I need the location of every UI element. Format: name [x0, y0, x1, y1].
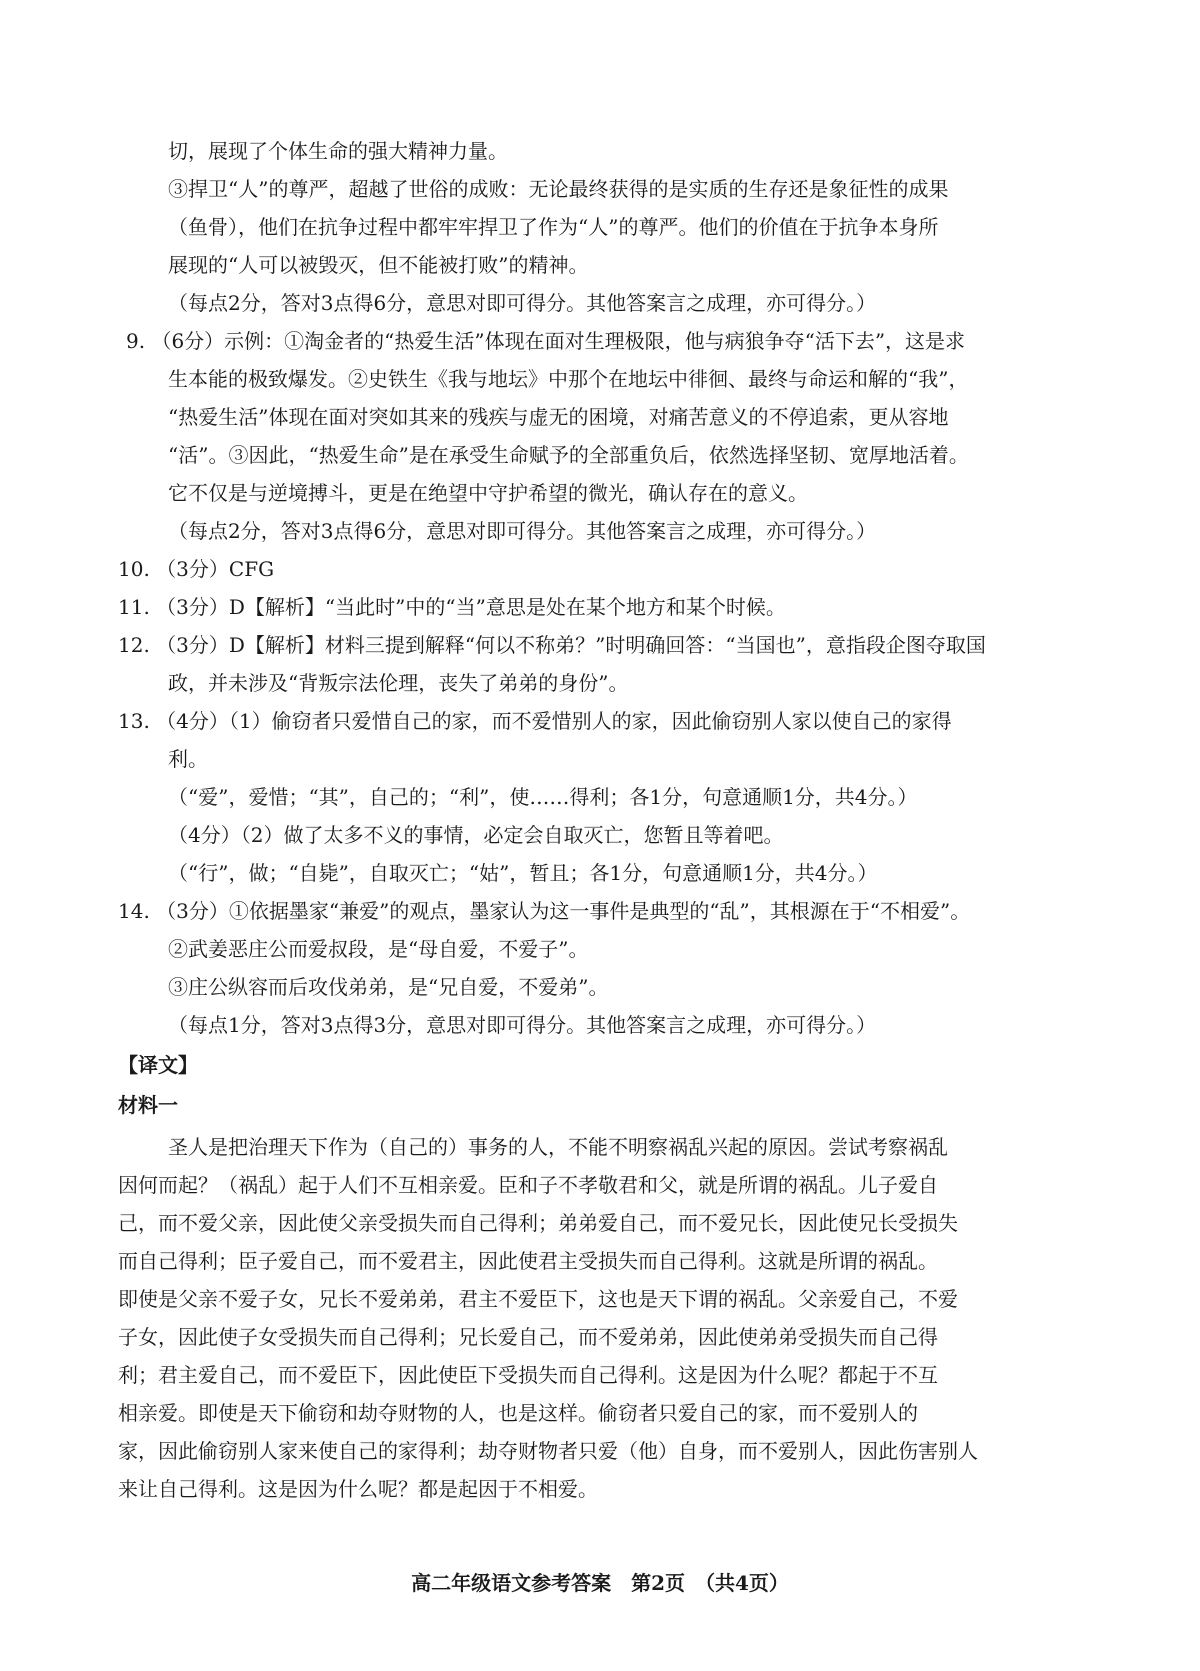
page-footer: 高二年级语文参考答案 第2页 （共4页） — [411, 1571, 789, 1595]
translation-line: 圣人是把治理天下作为（自己的）事务的人，不能不明察祸乱兴起的原因。尝试考察祸乱 — [168, 1135, 948, 1159]
text-line: （4分）（2）做了太多不义的事情，必定会自取灭亡，您暂且等着吧。 — [168, 823, 784, 847]
translation-line: 家，因此偷窃别人家来使自己的家得利；劫夺财物者只爱（他）自身，而不爱别人，因此伤害别人 — [118, 1439, 978, 1463]
question-11-answer: 11. （3分）D【解析】“当此时”中的“当”意思是处在某个地方和某个时候。 — [118, 595, 786, 619]
scoring-note: （“行”，做；“自毙”，自取灭亡；“姑”，暂且；各1分，句意通顺1分，共4分。） — [168, 861, 878, 885]
translation-line: 即使是父亲不爱子女，兄长不爱弟弟，君主不爱臣下，这也是天下谓的祸乱。父亲爱自己，不爱 — [118, 1287, 958, 1311]
translation-line: 因何而起？（祸乱）起于人们不互相亲爱。臣和子不孝敬君和父，就是所谓的祸乱。儿子爱自 — [118, 1173, 938, 1197]
text-line: 生本能的极致爆发。②史铁生《我与地坛》中那个在地坛中徘徊、最终与命运和解的“我”， — [168, 367, 969, 391]
scoring-note: （每点2分，答对3点得6分，意思对即可得分。其他答案言之成理，亦可得分。） — [168, 519, 877, 543]
scoring-note: （每点1分，答对3点得3分，意思对即可得分。其他答案言之成理，亦可得分。） — [168, 1013, 877, 1037]
translation-line: 相亲爱。即使是天下偷窃和劫夺财物的人，也是这样。偷窃者只爱自己的家，而不爱别人的 — [118, 1401, 918, 1425]
scoring-note: （每点2分，答对3点得6分，意思对即可得分。其他答案言之成理，亦可得分。） — [168, 291, 877, 315]
text-line: 利。 — [168, 747, 208, 771]
text-line: （鱼骨），他们在抗争过程中都牢牢捍卫了作为“人”的尊严。他们的价值在于抗争本身所 — [168, 215, 939, 239]
text-line: 它不仅是与逆境搏斗，更是在绝望中守护希望的微光，确认存在的意义。 — [168, 481, 808, 505]
scoring-note: （“爱”，爱惜；“其”，自己的；“利”，使……得利；各1分，句意通顺1分，共4分。） — [168, 785, 918, 809]
translation-line: 利；君主爱自己，而不爱臣下，因此使臣下受损失而自己得利。这是因为什么呢？都起于不互 — [118, 1363, 938, 1387]
material-one-heading: 材料一 — [118, 1093, 178, 1117]
translation-line: 来让自己得利。这是因为什么呢？都是起因于不相爱。 — [118, 1477, 598, 1501]
text-line: 切，展现了个体生命的强大精神力量。 — [168, 139, 508, 163]
question-13-answer: 13. （4分）（1）偷窃者只爱惜自己的家，而不爱惜别人的家，因此偷窃别人家以使自己的家得 — [118, 709, 952, 733]
text-line: ③捍卫“人”的尊严，超越了世俗的成败：无论最终获得的是实质的生存还是象征性的成果 — [168, 177, 949, 201]
translation-line: 而自己得利；臣子爱自己，而不爱君主，因此使君主受损失而自己得利。这就是所谓的祸乱。 — [118, 1249, 938, 1273]
text-line: 展现的“人可以被毁灭，但不能被打败”的精神。 — [168, 253, 589, 277]
text-line: 政，并未涉及“背叛宗法伦理，丧失了弟弟的身份”。 — [168, 671, 629, 695]
question-10-answer: 10. （3分）CFG — [118, 557, 275, 581]
translation-line: 子女，因此使子女受损失而自己得利；兄长爱自己，而不爱弟弟，因此使弟弟受损失而自己得 — [118, 1325, 938, 1349]
text-line: “活”。③因此，“热爱生命”是在承受生命赋予的全部重负后，依然选择坚韧、宽厚地活着。 — [168, 443, 969, 467]
translation-line: 己，而不爱父亲，因此使父亲受损失而自己得利；弟弟爱自己，而不爱兄长，因此使兄长受损失 — [118, 1211, 958, 1235]
text-line: ③庄公纵容而后攻伐弟弟，是“兄自爱，不爱弟”。 — [168, 975, 609, 999]
question-9-answer: 9. （6分）示例：①淘金者的“热爱生活”体现在面对生理极限，他与病狼争夺“活下去”，这是求 — [126, 329, 966, 353]
text-line: ②武姜恶庄公而爱叔段，是“母自爱，不爱子”。 — [168, 937, 589, 961]
translation-heading: 【译文】 — [118, 1053, 198, 1077]
question-14-answer: 14. （3分）①依据墨家“兼爱”的观点，墨家认为这一事件是典型的“乱”，其根源在于“不相爱”。 — [118, 899, 971, 923]
question-12-answer: 12. （3分）D【解析】材料三提到解释“何以不称弟？”时明确回答：“当国也”，意指段企图夺取国 — [118, 633, 986, 657]
text-line: “热爱生活”体现在面对突如其来的残疾与虚无的困境，对痛苦意义的不停追索，更从容地 — [168, 405, 949, 429]
